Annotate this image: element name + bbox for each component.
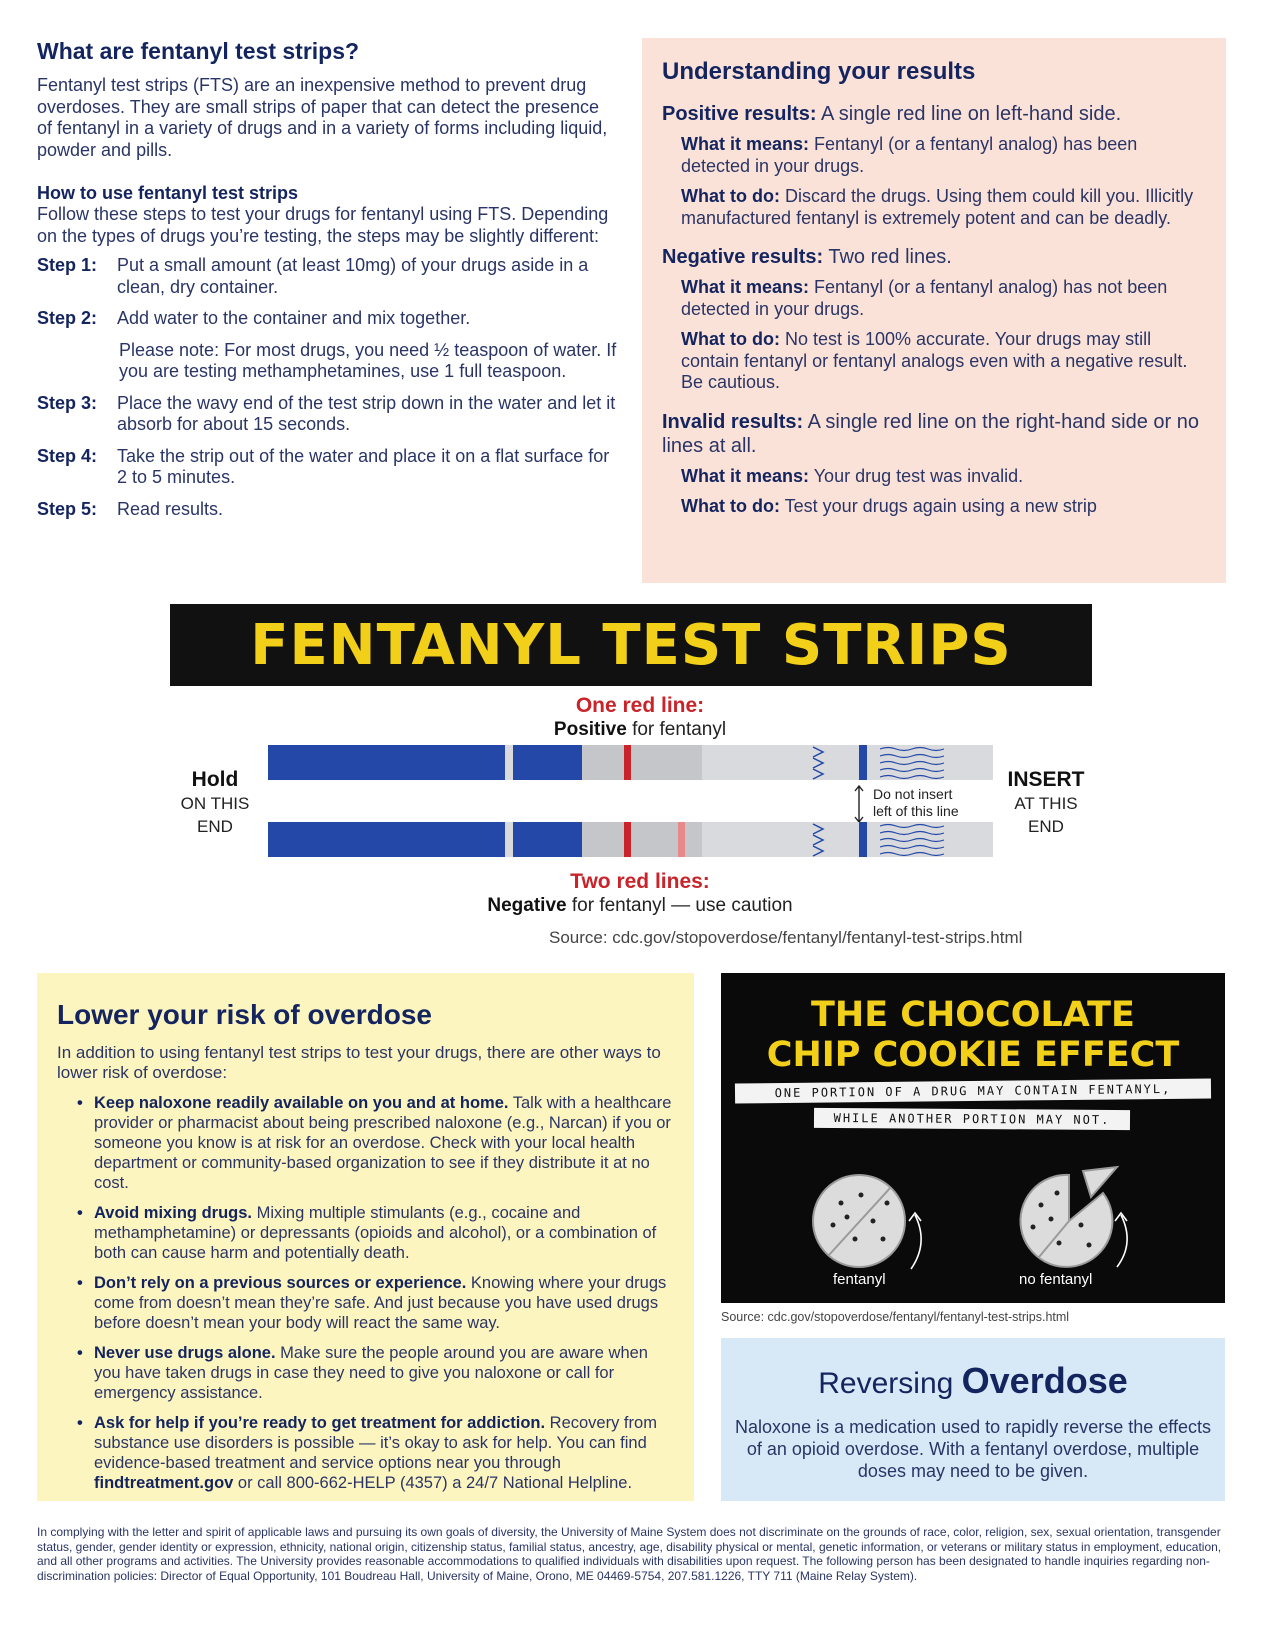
test-strips-banner xyxy=(170,604,1092,686)
list-item: • Keep naloxone readily available on you and at home. Talk with a healthcare provider or pharmacist about being prescribed naloxone (e.g., Narcan) if you or someone you know is at risk for an overdose. Check with your local health department or community-based organization to see if they distribute it at no cost. xyxy=(57,1093,674,1193)
list-item: • Don’t rely on a previous sources or experience. Knowing where your drugs come from doesn’t mean they’re safe. And just because you have used drugs before doesn’t mean your body will react the same way. xyxy=(57,1273,674,1333)
wavy-end-icon xyxy=(880,745,945,780)
invalid-results xyxy=(662,410,1206,518)
negative-do: No test is 100% accurate. Your drugs may still contain fentanyl or fentanyl analogs even with a negative result. Be cautious. xyxy=(681,329,1188,392)
tape-label-1: ONE PORTION OF A DRUG MAY CONTAIN FENTANYL, xyxy=(735,1079,1211,1104)
means-label: What it means: xyxy=(681,465,810,486)
cookie-title-2: CHIP COOKIE EFFECT xyxy=(766,1035,1180,1075)
hold-end-label: Hold ON THIS END xyxy=(180,768,250,836)
results-title: Understanding your results xyxy=(662,58,976,85)
results-panel xyxy=(642,38,1226,583)
negative-desc: Two red lines. xyxy=(828,246,952,268)
reverse-title: Reversing Overdose xyxy=(818,1360,1128,1401)
step-text: Place the wavy end of the test strip down in the water and let it absorb for about 15 seconds. xyxy=(117,392,616,434)
wavy-end-icon xyxy=(880,822,945,857)
test-line xyxy=(678,822,685,857)
negative-bold: Negative xyxy=(487,895,567,916)
findtreatment-link[interactable]: findtreatment.gov xyxy=(94,1474,234,1492)
means-label: What it means: xyxy=(681,277,810,297)
invalid-do: Test your drugs again using a new strip xyxy=(784,496,1097,516)
negative-means: Fentanyl (or a fentanyl analog) has not been detected in your drugs. xyxy=(681,277,1168,319)
risk-list xyxy=(57,1093,674,1493)
intro-body: Fentanyl test strips (FTS) are an inexpensive method to prevent drug overdoses. They are small strips of paper that can detect the presence of fentanyl in a variety of drugs and in a variety of forms including liquid, powder and pills. xyxy=(37,75,608,160)
banner-text: FENTANYL TEST STRIPS xyxy=(250,612,1012,678)
step-5 xyxy=(37,499,617,521)
positive-do: Discard the drugs. Using them could kill you. Illicitly manufactured fentanyl is extremely potent and can be deadly. xyxy=(681,186,1194,228)
step-2-note: Please note: For most drugs, you need ½ teaspoon of water. If you are testing methamphetamines, use 1 full teaspoon. xyxy=(119,339,617,381)
step-3 xyxy=(37,393,617,436)
do-not-insert-note: Do not insert left of this line xyxy=(873,786,959,819)
non-discrimination-footer: In complying with the letter and spirit of applicable laws and pursuing its own goals of diversity, the University of Maine System does not discriminate on the grounds of race, color, religion, sex, sexual orientation, transgender status, gender, gender identity or expression, ethnicity, national origin, citizenship status, familial status, ancestry, age, disability physical or mental, genetic information, or veterans or military status in employment, education, and all other programs and activities. The University provides reasonable accommodations to qualified individuals with disabilities upon request. The following person has been designated to handle inquiries regarding non-discrimination policies: Director of Equal Opportunity, 101 Boudreau Hall, University of Maine, Orono, ME 04469-5754, 207.581.1226, TTY 711 (Maine Relay System). xyxy=(37,1525,1222,1583)
negative-head: Negative results: xyxy=(662,246,824,268)
two-red-lines-caption: Two red lines: xyxy=(570,870,710,893)
step-label: Step 4: xyxy=(37,445,98,466)
control-line xyxy=(624,745,631,780)
tape-label-2: WHILE ANOTHER PORTION MAY NOT. xyxy=(814,1108,1130,1130)
positive-strip xyxy=(268,745,993,780)
positive-results xyxy=(662,102,1206,229)
positive-desc: A single red line on left-hand side. xyxy=(820,103,1122,125)
control-line xyxy=(624,822,631,857)
strips-source: Source: cdc.gov/stopoverdose/fentanyl/fentanyl-test-strips.html xyxy=(549,928,1023,947)
risk-intro: In addition to using fentanyl test strips to test your drugs, there are other ways to lower risk of overdose: xyxy=(57,1043,661,1082)
step-label: Step 3: xyxy=(37,392,98,413)
step-4 xyxy=(37,446,617,489)
positive-head: Positive results: xyxy=(662,103,817,125)
reverse-body: Naloxone is a medication used to rapidly reverse the effects of an opioid overdose. With a fentanyl overdose, multiple doses may need to be given. xyxy=(735,1417,1211,1481)
step-text: Put a small amount (at least 10mg) of your drugs aside in a clean, dry container. xyxy=(117,255,589,297)
list-item: • Ask for help if you’re ready to get treatment for addiction. Recovery from substance use disorders is possible — it’s okay to ask for help. You can find evidence-based treatment and service options near you through findtreatment.gov or call 800-662-HELP (4357) a 24/7 National Helpline. xyxy=(57,1413,674,1493)
double-arrow-icon xyxy=(853,784,865,824)
step-text: Read results. xyxy=(117,498,224,519)
arrow-marks-icon xyxy=(811,745,827,780)
broken-pill-icon xyxy=(1011,1163,1141,1273)
positive-rest: for fentanyl xyxy=(626,719,727,740)
invalid-desc: A single red line on the right-hand side or no lines at all. xyxy=(662,410,1199,457)
invalid-means: Your drug test was invalid. xyxy=(813,465,1024,486)
positive-caption xyxy=(420,719,860,741)
step-1 xyxy=(37,255,617,298)
list-item: • Never use drugs alone. Make sure the people around you are aware when you have taken drugs in case they need to give you naloxone or call for emergency assistance. xyxy=(57,1343,674,1403)
step-label: Step 1: xyxy=(37,255,98,275)
cookie-source: Source: cdc.gov/stopoverdose/fentanyl/fentanyl-test-strips.html xyxy=(721,1310,1070,1324)
step-text: Take the strip out of the water and place it on a flat surface for 2 to 5 minutes. xyxy=(117,445,610,487)
whole-pill-icon xyxy=(811,1173,931,1273)
negative-rest: for fentanyl — use caution xyxy=(566,895,793,916)
step-2 xyxy=(37,308,617,330)
negative-strip xyxy=(268,822,993,857)
list-item: • Avoid mixing drugs. Mixing multiple stimulants (e.g., cocaine and methamphetamine) or depressants (opioids and alcohol), or a combination of both can cause harm and potentially death. xyxy=(57,1203,674,1263)
insert-end-label: INSERT AT THIS END xyxy=(1007,768,1085,836)
reversing-overdose-panel xyxy=(721,1338,1225,1501)
no-fentanyl-label: no fentanyl xyxy=(1019,1271,1093,1288)
step-text: Add water to the container and mix together. xyxy=(117,308,471,328)
lower-risk-panel xyxy=(37,973,694,1501)
means-label: What it means: xyxy=(681,134,810,154)
do-label: What to do: xyxy=(681,496,780,516)
one-red-line-caption: One red line: xyxy=(575,694,705,717)
negative-results xyxy=(662,245,1206,394)
cookie-effect-panel xyxy=(721,973,1225,1303)
fentanyl-label: fentanyl xyxy=(833,1271,886,1288)
invalid-head: Invalid results: xyxy=(662,410,804,433)
do-label: What to do: xyxy=(681,329,780,349)
risk-title: Lower your risk of overdose xyxy=(57,999,432,1030)
intro-title: What are fentanyl test strips? xyxy=(37,38,360,64)
how-to-title: How to use fentanyl test strips xyxy=(37,183,299,203)
intro-section xyxy=(37,38,617,530)
step-label: Step 2: xyxy=(37,308,98,328)
positive-bold: Positive xyxy=(553,719,627,740)
step-label: Step 5: xyxy=(37,498,98,519)
positive-means: Fentanyl (or a fentanyl analog) has been detected in your drugs. xyxy=(681,134,1138,176)
arrow-marks-icon xyxy=(811,822,827,857)
insert-limit-line xyxy=(859,745,867,780)
cookie-title-1: THE CHOCOLATE xyxy=(811,995,1135,1035)
negative-caption xyxy=(380,895,900,917)
how-to-body: Follow these steps to test your drugs for fentanyl using FTS. Depending on the types of drugs you’re testing, the steps may be slightly different: xyxy=(37,204,609,246)
do-label: What to do: xyxy=(681,186,780,206)
insert-limit-line xyxy=(859,822,867,857)
